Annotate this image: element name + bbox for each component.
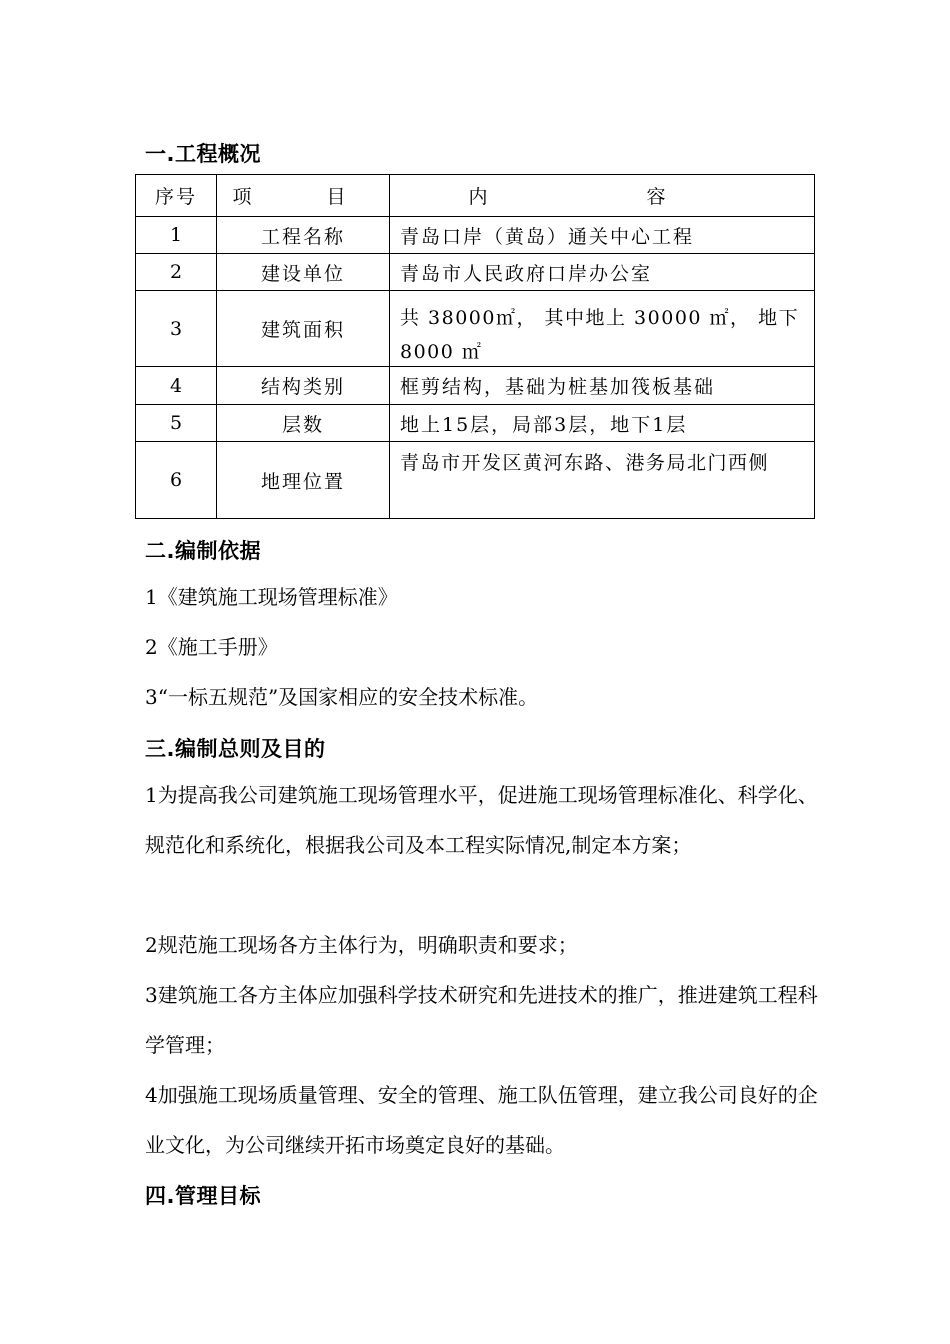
principle-item: 4加强施工现场质量管理、安全的管理、施工队伍管理，建立我公司良好的企业文化，为公司继续开拓市场奠定良好的基础。 [145,1083,818,1157]
project-overview-table [135,174,815,519]
table-row [136,254,815,291]
row-item: 层数 [217,405,390,442]
table-row [136,405,815,442]
row-seq: 2 [136,254,217,291]
section-title-goals: 四.管理目标 [145,1184,261,1208]
header-item: 项 目 [217,175,390,217]
header-content: 内 容 [390,175,815,217]
row-item: 建设单位 [217,254,390,291]
table-row [136,442,815,519]
table-row [136,291,815,367]
row-content: 青岛口岸（黄岛）通关中心工程 [390,217,815,254]
row-content: 地上15层，局部3层，地下1层 [390,405,815,442]
row-seq: 5 [136,405,217,442]
row-item: 工程名称 [217,217,390,254]
principle-item: 1为提高我公司建筑施工现场管理水平，促进施工现场管理标准化、科学化、规范化和系统化，根据我公司及本工程实际情况,制定本方案； [145,783,818,857]
basis-item: 2《施工手册》 [145,635,278,659]
principle-item: 2规范施工现场各方主体行为，明确职责和要求； [145,933,578,957]
table-header-row [136,175,815,217]
row-content: 青岛市人民政府口岸办公室 [390,254,815,291]
table-row [136,217,815,254]
row-seq: 6 [136,442,217,519]
row-item: 地理位置 [217,442,390,519]
row-content-cell [390,442,815,519]
header-seq: 序号 [136,175,217,217]
row-content-cell [390,291,815,367]
row-content: 青岛市开发区黄河东路、港务局北门西侧 [400,452,770,474]
table-row [136,367,815,405]
section-title-basis: 二.编制依据 [145,539,261,563]
row-seq: 3 [136,291,217,367]
section-title-principles: 三.编制总则及目的 [145,737,326,761]
row-content: 共 38000㎡， 其中地上 30000 ㎡， 地下 8000 ㎡ [400,307,800,363]
section-title-overview: 一.工程概况 [145,142,261,166]
basis-item: 3“一标五规范”及国家相应的安全技术标准。 [145,685,539,709]
row-seq: 4 [136,367,217,405]
row-seq: 1 [136,217,217,254]
principle-item: 3建筑施工各方主体应加强科学技术研究和先进技术的推广，推进建筑工程科学管理； [145,983,818,1057]
row-content: 框剪结构，基础为桩基加筏板基础 [390,367,815,405]
row-item: 结构类别 [217,367,390,405]
row-item: 建筑面积 [217,291,390,367]
basis-item: 1《建筑施工现场管理标准》 [145,585,398,609]
